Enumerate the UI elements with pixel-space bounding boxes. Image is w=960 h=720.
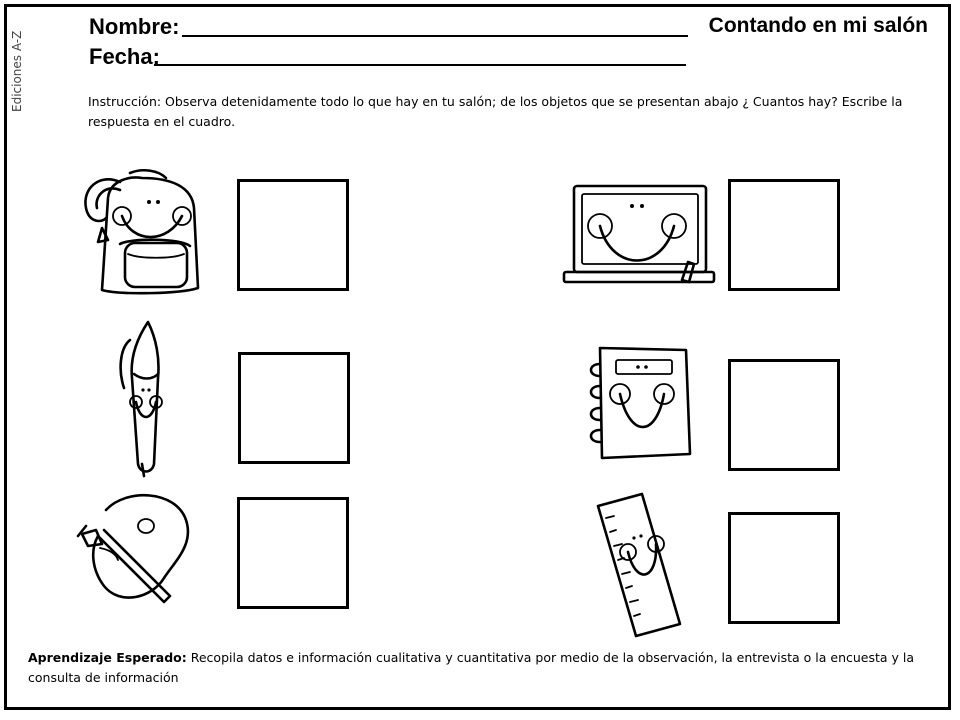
chalkboard-icon <box>562 180 718 290</box>
name-label: Nombre: <box>89 14 180 39</box>
paint-palette-icon <box>76 490 196 610</box>
ruler-icon <box>590 490 686 640</box>
learning-outcome-text: Recopila datos e información cualitativa y cuantitativa por medio de la observación, la entrevista o la encuesta y la consulta de información <box>28 650 915 685</box>
learning-outcome-label: Aprendizaje Esperado: <box>28 650 187 665</box>
notebook-icon <box>586 342 696 462</box>
backpack-icon <box>80 168 210 298</box>
answer-box-pen[interactable] <box>238 352 350 464</box>
side-credit-text: Ediciones A-Z <box>10 30 24 112</box>
instruction-text: Instrucción: Observa detenidamente todo lo que hay en tu salón; de los objetos que se presentan abajo ¿ Cuantos hay? Escribe la respuesta en el cuadro. <box>88 94 903 129</box>
answer-box-paint-palette[interactable] <box>237 497 349 609</box>
answer-box-notebook[interactable] <box>728 359 840 471</box>
date-line[interactable] <box>154 64 686 66</box>
date-label: Fecha: <box>89 44 160 69</box>
answer-box-ruler[interactable] <box>728 512 840 624</box>
learning-outcome <box>28 648 946 688</box>
side-credit <box>8 30 28 212</box>
worksheet-title: Contando en mi salón <box>708 14 928 37</box>
pen-icon <box>112 318 172 478</box>
name-line[interactable] <box>182 35 688 37</box>
answer-box-chalkboard[interactable] <box>728 179 840 291</box>
answer-box-backpack[interactable] <box>237 179 349 291</box>
